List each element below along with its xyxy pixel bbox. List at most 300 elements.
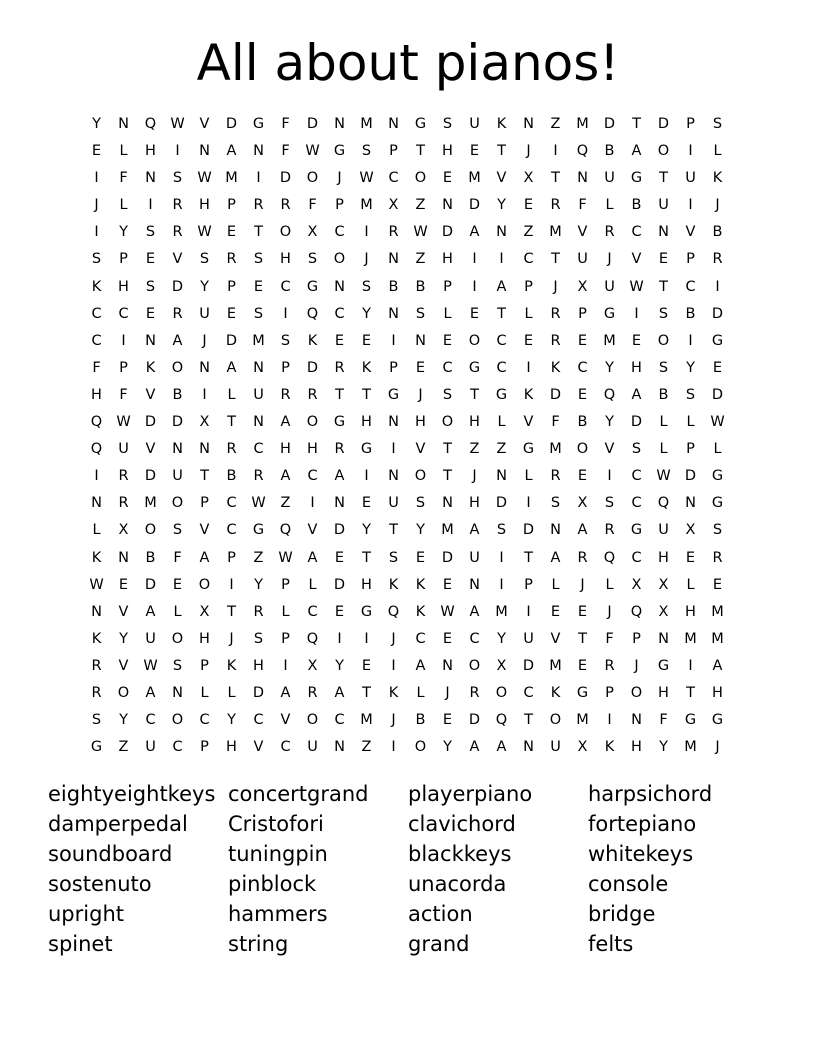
grid-letter: G: [630, 170, 643, 187]
grid-letter: R: [550, 468, 561, 485]
grid-letter: P: [281, 576, 290, 593]
grid-letter: S: [253, 305, 264, 322]
grid-row: [83, 490, 731, 517]
grid-letter: I: [526, 603, 531, 620]
grid-letter: U: [469, 549, 480, 566]
grid-letter: P: [200, 657, 209, 674]
grid-letter: I: [688, 332, 693, 349]
grid-letter: N: [334, 278, 345, 295]
grid-letter: P: [524, 278, 533, 295]
grid-letter: A: [226, 359, 237, 376]
grid-letter: N: [91, 603, 102, 620]
grid-letter: U: [172, 468, 183, 485]
grid-letter: H: [253, 657, 264, 674]
grid-letter: S: [280, 332, 291, 349]
grid-letter: E: [712, 576, 723, 593]
grid-letter: Z: [280, 495, 291, 512]
grid-letter: B: [415, 278, 426, 295]
grid-letter: D: [657, 116, 670, 132]
grid-letter: L: [416, 684, 425, 701]
grid-letter: Q: [90, 414, 103, 431]
grid-letter: O: [306, 414, 319, 431]
grid-letter: V: [172, 251, 183, 268]
grid-letter: L: [551, 576, 560, 593]
grid-letter: Z: [496, 441, 507, 458]
grid-letter: I: [202, 386, 207, 403]
grid-letter: F: [551, 414, 560, 431]
grid-letter: D: [441, 549, 454, 566]
grid-letter: D: [711, 386, 724, 403]
grid-letter: K: [226, 657, 237, 674]
grid-letter: X: [658, 576, 669, 593]
word-list-item: unacorda: [408, 872, 507, 896]
grid-letter: N: [685, 495, 696, 512]
grid-letter: B: [577, 414, 588, 431]
grid-letter: R: [226, 441, 237, 458]
grid-letter: E: [145, 305, 156, 322]
grid-letter: U: [145, 739, 156, 756]
grid-letter: M: [684, 630, 697, 647]
word-list-item: fortepiano: [588, 812, 697, 836]
grid-letter: C: [415, 630, 426, 647]
grid-letter: U: [307, 739, 318, 756]
grid-row: [83, 192, 731, 219]
grid-letter: P: [119, 251, 128, 268]
grid-letter: U: [550, 739, 561, 756]
grid-letter: C: [91, 332, 102, 349]
grid-letter: Y: [362, 305, 371, 322]
grid-letter: N: [172, 441, 183, 458]
grid-letter: U: [658, 197, 669, 214]
grid-row: [83, 626, 731, 653]
grid-letter: E: [334, 603, 345, 620]
grid-letter: L: [308, 576, 317, 593]
grid-letter: A: [280, 468, 291, 485]
grid-letter: A: [280, 414, 291, 431]
grid-letter: S: [712, 522, 723, 539]
grid-letter: J: [553, 278, 558, 295]
grid-letter: P: [686, 116, 695, 132]
grid-letter: O: [576, 441, 589, 458]
grid-letter: E: [361, 495, 372, 512]
puzzle-title: All about pianos!: [196, 34, 620, 92]
grid-letter: L: [119, 197, 128, 214]
grid-letter: M: [549, 441, 562, 458]
grid-letter: S: [631, 441, 642, 458]
grid-letter: X: [658, 603, 669, 620]
grid-letter: G: [333, 414, 346, 431]
grid-letter: U: [685, 170, 696, 187]
grid-row: [83, 463, 731, 490]
grid-letter: L: [227, 386, 236, 403]
grid-letter: Q: [279, 522, 292, 539]
grid-letter: R: [604, 224, 615, 241]
grid-letter: R: [550, 332, 561, 349]
grid-letter: U: [469, 116, 480, 132]
grid-letter: P: [443, 278, 452, 295]
grid-letter: O: [306, 712, 319, 729]
grid-letter: R: [172, 305, 183, 322]
grid-letter: O: [414, 739, 427, 756]
grid-letter: C: [226, 522, 237, 539]
grid-letter: J: [391, 712, 396, 729]
grid-letter: S: [172, 522, 183, 539]
grid-letter: N: [631, 712, 642, 729]
grid-letter: K: [388, 576, 399, 593]
grid-letter: S: [172, 170, 183, 187]
grid-letter: T: [443, 468, 452, 485]
grid-letter: S: [388, 549, 399, 566]
grid-letter: J: [634, 657, 639, 674]
grid-letter: Y: [92, 116, 101, 132]
grid-letter: G: [711, 495, 724, 512]
grid-letter: I: [391, 332, 396, 349]
grid-letter: M: [495, 603, 508, 620]
grid-letter: O: [414, 170, 427, 187]
grid-letter: I: [391, 739, 396, 756]
grid-letter: T: [227, 603, 236, 620]
grid-letter: Q: [576, 143, 589, 160]
grid-letter: A: [577, 522, 588, 539]
grid-letter: I: [283, 305, 288, 322]
grid-letter: W: [656, 468, 671, 485]
grid-letter: G: [360, 441, 373, 458]
grid-letter: S: [91, 251, 102, 268]
grid-letter: K: [91, 549, 102, 566]
grid-letter: C: [631, 495, 642, 512]
grid-letter: I: [310, 495, 315, 512]
grid-letter: I: [499, 549, 504, 566]
grid-letter: C: [307, 468, 318, 485]
grid-letter: F: [119, 170, 128, 187]
grid-letter: R: [334, 359, 345, 376]
grid-letter: V: [631, 251, 642, 268]
grid-letter: S: [604, 495, 615, 512]
grid-letter: A: [172, 332, 183, 349]
grid-letter: N: [523, 739, 534, 756]
grid-letter: V: [253, 739, 264, 756]
grid-row: [83, 219, 731, 246]
grid-letter: U: [577, 251, 588, 268]
grid-letter: W: [710, 414, 725, 431]
grid-letter: E: [145, 251, 156, 268]
grid-letter: I: [607, 468, 612, 485]
grid-letter: A: [334, 468, 345, 485]
grid-letter: Y: [119, 712, 128, 729]
grid-letter: L: [686, 414, 695, 431]
grid-letter: E: [442, 630, 453, 647]
grid-letter: N: [199, 359, 210, 376]
grid-letter: E: [172, 576, 183, 593]
grid-letter: G: [414, 116, 427, 132]
grid-letter: X: [307, 224, 318, 241]
grid-letter: M: [360, 116, 373, 132]
grid-letter: I: [364, 224, 369, 241]
grid-letter: S: [496, 522, 507, 539]
grid-letter: E: [334, 332, 345, 349]
grid-letter: N: [388, 251, 399, 268]
grid-letter: M: [468, 170, 481, 187]
grid-letter: W: [278, 549, 293, 566]
grid-letter: G: [684, 712, 697, 729]
grid-letter: R: [91, 684, 102, 701]
grid-letter: E: [712, 359, 723, 376]
grid-letter: D: [522, 657, 535, 674]
grid-row: [83, 301, 731, 328]
grid-row: [83, 599, 731, 626]
grid-letter: D: [144, 468, 157, 485]
grid-letter: E: [685, 549, 696, 566]
grid-letter: O: [306, 170, 319, 187]
grid-letter: D: [468, 712, 481, 729]
grid-letter: Y: [497, 197, 506, 214]
grid-letter: Q: [630, 603, 643, 620]
grid-letter: I: [283, 657, 288, 674]
grid-letter: H: [91, 386, 102, 403]
grid-letter: W: [413, 224, 428, 241]
grid-letter: D: [225, 116, 238, 132]
grid-letter: P: [119, 359, 128, 376]
grid-letter: D: [144, 576, 157, 593]
grid-letter: B: [658, 386, 669, 403]
grid-letter: Z: [469, 441, 480, 458]
grid-letter: A: [307, 549, 318, 566]
grid-letter: H: [199, 197, 210, 214]
grid-letter: R: [577, 549, 588, 566]
grid-letter: E: [226, 224, 237, 241]
grid-letter: E: [442, 170, 453, 187]
grid-letter: P: [605, 684, 614, 701]
grid-letter: E: [577, 468, 588, 485]
word-list-item: soundboard: [48, 842, 173, 866]
grid-letter: O: [279, 224, 292, 241]
grid-letter: I: [94, 468, 99, 485]
grid-letter: B: [226, 468, 237, 485]
grid-letter: T: [551, 170, 560, 187]
grid-letter: K: [91, 630, 102, 647]
grid-letter: T: [497, 305, 506, 322]
grid-letter: T: [578, 630, 587, 647]
word-list-item: Cristofori: [228, 812, 324, 836]
grid-letter: O: [495, 684, 508, 701]
grid-letter: E: [577, 332, 588, 349]
grid-letter: Y: [335, 657, 344, 674]
grid-letter: T: [362, 684, 371, 701]
word-list-item: blackkeys: [408, 842, 512, 866]
grid-letter: O: [144, 522, 157, 539]
grid-letter: F: [281, 116, 290, 132]
grid-letter: F: [659, 712, 668, 729]
grid-letter: S: [712, 116, 723, 132]
grid-letter: G: [252, 116, 265, 132]
grid-letter: T: [254, 224, 263, 241]
grid-letter: T: [200, 468, 209, 485]
grid-letter: L: [605, 576, 614, 593]
grid-letter: G: [90, 739, 103, 756]
grid-row: [83, 653, 731, 680]
grid-letter: M: [576, 712, 589, 729]
grid-letter: C: [280, 739, 291, 756]
grid-letter: I: [688, 143, 693, 160]
grid-letter: W: [197, 170, 212, 187]
grid-letter: N: [577, 170, 588, 187]
grid-letter: I: [715, 278, 720, 295]
grid-letter: N: [496, 468, 507, 485]
grid-letter: M: [549, 657, 562, 674]
grid-letter: D: [306, 116, 319, 132]
grid-letter: I: [499, 576, 504, 593]
grid-letter: C: [577, 359, 588, 376]
grid-letter: T: [524, 712, 533, 729]
grid-letter: L: [92, 522, 101, 539]
grid-letter: P: [281, 630, 290, 647]
grid-letter: H: [307, 441, 318, 458]
grid-letter: L: [497, 414, 506, 431]
grid-letter: V: [523, 414, 534, 431]
grid-letter: B: [631, 197, 642, 214]
word-list-item: sostenuto: [48, 872, 152, 896]
grid-letter: D: [630, 414, 643, 431]
grid-letter: Z: [118, 739, 129, 756]
grid-letter: E: [118, 576, 129, 593]
grid-letter: J: [445, 684, 450, 701]
grid-letter: K: [388, 684, 399, 701]
grid-letter: A: [415, 657, 426, 674]
grid-letter: X: [685, 522, 696, 539]
grid-letter: G: [657, 657, 670, 674]
word-list-item: spinet: [48, 932, 113, 956]
grid-letter: Y: [659, 739, 668, 756]
word-list-item: playerpiano: [408, 782, 533, 806]
grid-letter: A: [631, 386, 642, 403]
grid-letter: L: [659, 414, 668, 431]
grid-letter: W: [305, 143, 320, 160]
word-list-item: console: [588, 872, 669, 896]
grid-letter: M: [549, 224, 562, 241]
grid-row: [83, 680, 731, 707]
grid-letter: A: [199, 549, 210, 566]
grid-letter: H: [712, 684, 723, 701]
grid-letter: C: [334, 224, 345, 241]
grid-letter: S: [685, 386, 696, 403]
grid-letter: P: [389, 143, 398, 160]
grid-letter: C: [253, 441, 264, 458]
grid-letter: N: [388, 414, 399, 431]
grid-letter: I: [175, 143, 180, 160]
grid-letter: Z: [361, 739, 372, 756]
grid-letter: C: [523, 251, 534, 268]
grid-letter: K: [712, 170, 723, 187]
grid-letter: Q: [90, 441, 103, 458]
grid-letter: X: [577, 278, 588, 295]
grid-letter: E: [469, 305, 480, 322]
grid-letter: N: [442, 197, 453, 214]
grid-letter: O: [414, 468, 427, 485]
grid-row: [83, 246, 731, 273]
grid-row: [83, 165, 731, 192]
grid-letter: T: [362, 386, 371, 403]
grid-row: [83, 572, 731, 599]
grid-letter: E: [415, 359, 426, 376]
grid-letter: Y: [605, 359, 614, 376]
grid-letter: S: [307, 251, 318, 268]
grid-letter: C: [388, 170, 399, 187]
word-list-item: pinblock: [228, 872, 317, 896]
grid-letter: N: [469, 576, 480, 593]
grid-letter: N: [523, 116, 534, 132]
grid-letter: D: [144, 414, 157, 431]
grid-letter: R: [307, 684, 318, 701]
grid-row: [83, 328, 731, 355]
grid-letter: V: [145, 386, 156, 403]
grid-letter: H: [280, 251, 291, 268]
grid-letter: T: [362, 549, 371, 566]
grid-letter: P: [227, 197, 236, 214]
grid-letter: P: [524, 576, 533, 593]
grid-letter: V: [118, 603, 129, 620]
grid-letter: E: [226, 305, 237, 322]
grid-letter: I: [499, 251, 504, 268]
grid-letter: V: [496, 170, 507, 187]
grid-letter: H: [631, 359, 642, 376]
grid-letter: L: [443, 305, 452, 322]
grid-letter: E: [442, 332, 453, 349]
grid-letter: Q: [657, 495, 670, 512]
grid-letter: G: [495, 386, 508, 403]
grid-letter: T: [686, 684, 695, 701]
grid-letter: G: [630, 522, 643, 539]
grid-letter: I: [391, 441, 396, 458]
grid-letter: D: [171, 414, 184, 431]
grid-letter: Z: [415, 197, 426, 214]
grid-letter: J: [607, 603, 612, 620]
grid-letter: K: [604, 739, 615, 756]
grid-letter: W: [116, 414, 131, 431]
grid-letter: Q: [306, 305, 319, 322]
grid-letter: M: [603, 332, 616, 349]
grid-letter: H: [361, 576, 372, 593]
grid-letter: M: [684, 739, 697, 756]
grid-letter: H: [658, 549, 669, 566]
grid-letter: D: [549, 386, 562, 403]
grid-letter: S: [172, 657, 183, 674]
grid-letter: V: [307, 522, 318, 539]
grid-letter: R: [550, 197, 561, 214]
grid-letter: B: [388, 278, 399, 295]
word-list-item: grand: [408, 932, 470, 956]
grid-row: [83, 436, 731, 463]
grid-letter: N: [442, 657, 453, 674]
grid-letter: A: [469, 739, 480, 756]
grid-letter: E: [523, 197, 534, 214]
grid-letter: S: [253, 251, 264, 268]
grid-row: [83, 734, 731, 761]
grid-letter: N: [172, 684, 183, 701]
grid-letter: J: [202, 332, 207, 349]
grid-letter: A: [469, 522, 480, 539]
grid-letter: O: [468, 332, 481, 349]
grid-letter: X: [496, 657, 507, 674]
grid-letter: C: [280, 278, 291, 295]
grid-letter: J: [472, 468, 477, 485]
grid-letter: S: [145, 278, 156, 295]
grid-letter: J: [715, 739, 720, 756]
grid-letter: M: [576, 116, 589, 132]
grid-letter: W: [89, 576, 104, 593]
letter-grid: [83, 111, 731, 761]
grid-letter: R: [253, 603, 264, 620]
grid-letter: Y: [362, 522, 371, 539]
